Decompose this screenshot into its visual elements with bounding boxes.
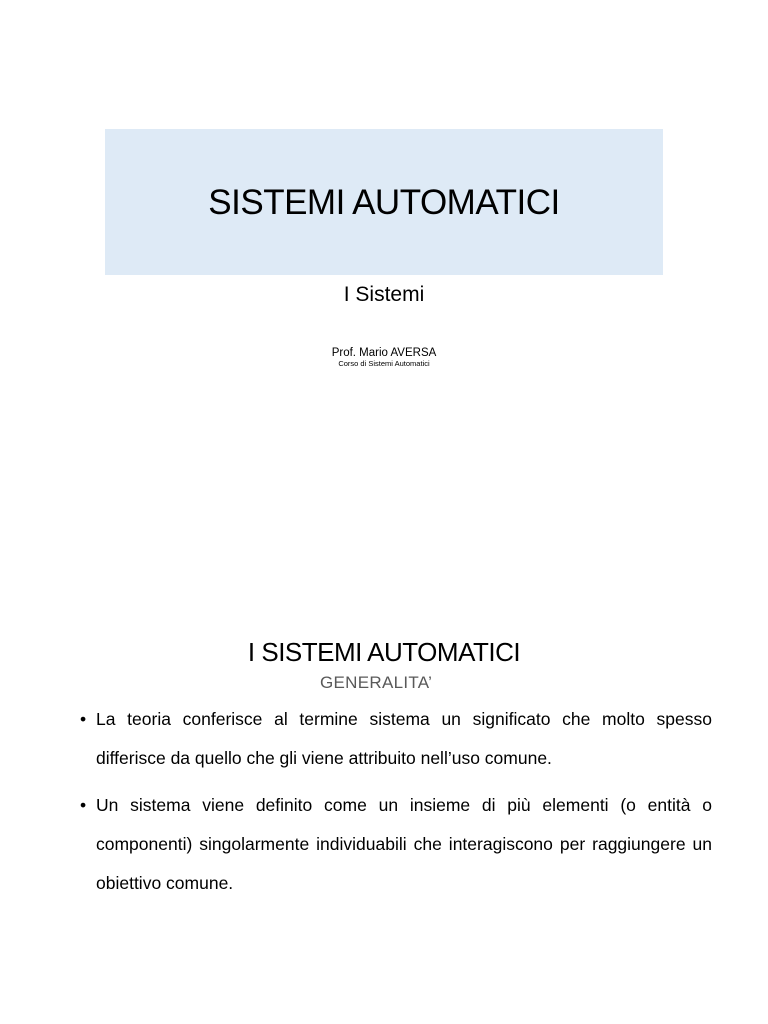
slide-subtitle: I Sistemi bbox=[343, 283, 425, 306]
bullet-item bbox=[80, 786, 712, 903]
author-name: Prof. Mario AVERSA bbox=[331, 347, 437, 359]
bullet-icon: • bbox=[80, 795, 87, 815]
bullet-list bbox=[80, 700, 712, 911]
course-name: Corso di Sistemi Automatici bbox=[338, 359, 430, 368]
title-box bbox=[105, 129, 663, 275]
content-slide bbox=[0, 560, 768, 1024]
bullet-icon: • bbox=[80, 709, 87, 729]
bullet-text: Un sistema viene definito come un insieme di più elementi (o entità o componenti) singolarmente individuabili che interagiscono per raggiungere un obiettivo comune. bbox=[96, 795, 712, 893]
content-slide-title: I SISTEMI AUTOMATICI bbox=[247, 637, 521, 667]
bullet-item bbox=[80, 700, 712, 778]
bullet-text: La teoria conferisce al termine sistema un significato che molto spesso differisce da quello che gli viene attribuito nell’uso comune. bbox=[96, 709, 712, 768]
content-slide-subtitle: GENERALITA’ bbox=[320, 673, 433, 692]
main-title: SISTEMI AUTOMATICI bbox=[208, 182, 560, 222]
